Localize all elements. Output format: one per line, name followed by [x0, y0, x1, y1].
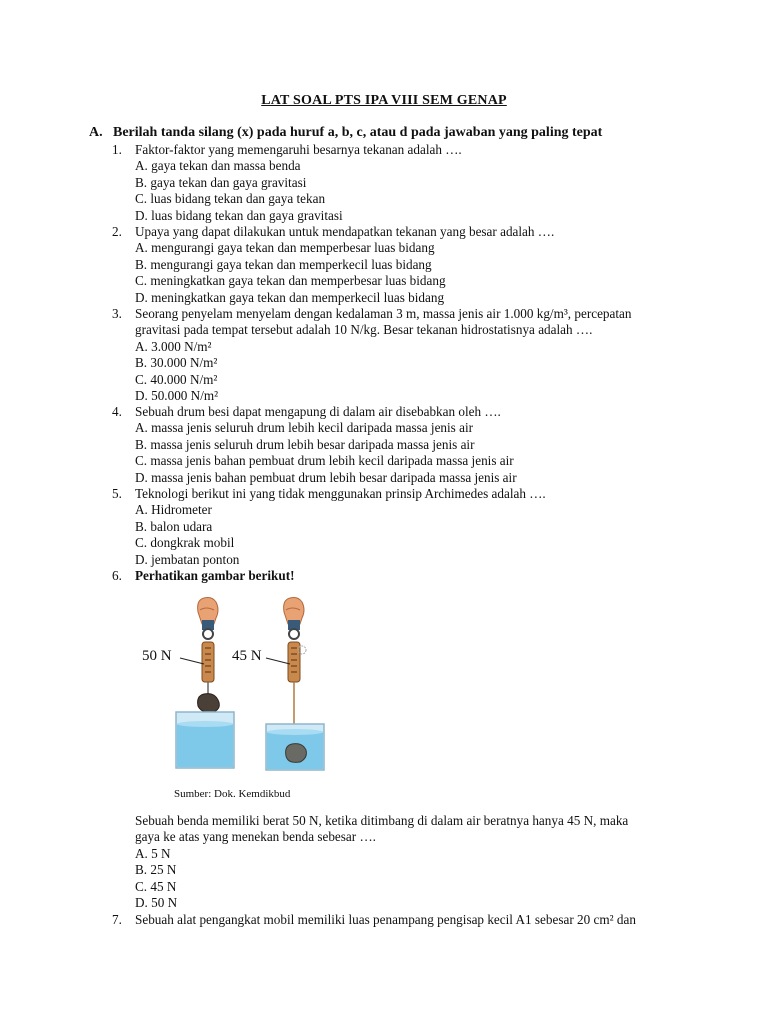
- option-d: D. 50 N: [135, 895, 178, 911]
- question-text: Teknologi berikut ini yang tidak menggunakan prinsip Archimedes adalah ….: [135, 486, 546, 501]
- option-b: B. 25 N: [135, 862, 177, 878]
- question-text: Perhatikan gambar berikut!: [135, 568, 295, 583]
- question-4: [112, 404, 712, 486]
- option-c: C. 45 N: [135, 878, 177, 894]
- hand-icon-left: [198, 598, 218, 631]
- question-number: 2.: [112, 224, 122, 239]
- question-5: [112, 486, 712, 568]
- option-b: B. mengurangi gaya tekan dan memperkecil luas bidang: [135, 256, 432, 272]
- question-text: Sebuah drum besi dapat mengapung di dalam air disebabkan oleh ….: [135, 404, 501, 419]
- question-6: [112, 568, 712, 584]
- question-number: 3.: [112, 306, 122, 321]
- question-2: [112, 224, 712, 306]
- weight-label-in-water: 45 N: [232, 648, 262, 664]
- question-1: [112, 142, 712, 224]
- options-list: [135, 846, 712, 912]
- question-3: [112, 306, 712, 404]
- options-list: [135, 420, 712, 486]
- option-b: B. balon udara: [135, 518, 213, 534]
- option-a: A. Hidrometer: [135, 502, 212, 518]
- option-d: D. jembatan ponton: [135, 551, 240, 567]
- question-number: 5.: [112, 486, 122, 501]
- question-6-body: [112, 813, 712, 911]
- section-instruction: Berilah tanda silang (x) pada huruf a, b, c, atau d pada jawaban yang paling tepat: [113, 125, 603, 140]
- option-c: C. massa jenis bahan pembuat drum lebih kecil daripada massa jenis air: [135, 453, 514, 469]
- question-number: 7.: [112, 912, 122, 927]
- question-text: Faktor-faktor yang memengaruhi besarnya tekanan adalah ….: [135, 142, 462, 157]
- option-d: D. massa jenis bahan pembuat drum lebih besar daripada massa jenis air: [135, 469, 517, 485]
- option-d: D. meningkatkan gaya tekan dan memperkecil luas bidang: [135, 289, 445, 305]
- beaker-right: [266, 724, 324, 770]
- section-letter: A.: [89, 125, 103, 140]
- question-text: Upaya yang dapat dilakukan untuk mendapatkan tekanan yang besar adalah ….: [135, 224, 555, 239]
- option-d: D. 50.000 N/m²: [135, 388, 219, 404]
- option-d: D. luas bidang tekan dan gaya gravitasi: [135, 207, 343, 223]
- option-c: C. 40.000 N/m²: [135, 371, 218, 387]
- spring-balance-figure: [136, 590, 336, 805]
- hand-icon-right: [284, 598, 304, 631]
- beaker-left: [176, 712, 234, 768]
- question-text: Sebuah alat pengangkat mobil memiliki luas penampang pengisap kecil A1 sebesar 20 cm² dan: [135, 912, 636, 927]
- options-list: [135, 502, 712, 568]
- question-7: [112, 912, 712, 928]
- option-a: A. gaya tekan dan massa benda: [135, 158, 301, 174]
- option-a: A. massa jenis seluruh drum lebih kecil daripada massa jenis air: [135, 420, 474, 436]
- option-c: C. meningkatkan gaya tekan dan memperbesar luas bidang: [135, 273, 446, 289]
- option-a: A. 3.000 N/m²: [135, 338, 212, 354]
- question-number: 4.: [112, 404, 122, 419]
- option-b: B. massa jenis seluruh drum lebih besar daripada massa jenis air: [135, 436, 475, 452]
- option-c: C. luas bidang tekan dan gaya tekan: [135, 191, 326, 207]
- option-b: B. gaya tekan dan gaya gravitasi: [135, 174, 307, 190]
- question-text-line-2: gravitasi pada tempat tersebut adalah 10 N/kg. Besar tekanan hidrostatisnya adalah ….: [135, 322, 593, 338]
- figure-source: Sumber: Dok. Kemdikbud: [174, 788, 291, 800]
- question-text-line-1: Seorang penyelam menyelam dengan kedalaman 3 m, massa jenis air 1.000 kg/m³, percepatan: [135, 306, 632, 321]
- options-list: [135, 158, 712, 224]
- document-title: LAT SOAL PTS IPA VIII SEM GENAP: [261, 93, 507, 108]
- weight-label-in-air: 50 N: [142, 648, 172, 664]
- section-heading: [89, 125, 602, 141]
- spring-balance-illustration: [136, 590, 336, 805]
- spring-balance-left: [202, 642, 214, 694]
- options-list: [135, 339, 712, 405]
- options-list: [135, 240, 712, 306]
- question-number: 6.: [112, 568, 122, 583]
- question-body-line-1: Sebuah benda memiliki berat 50 N, ketika ditimbang di dalam air beratnya hanya 45 N, maka: [135, 813, 629, 828]
- option-b: B. 30.000 N/m²: [135, 355, 218, 371]
- option-a: A. 5 N: [135, 845, 171, 861]
- option-c: C. dongkrak mobil: [135, 535, 235, 551]
- question-number: 1.: [112, 142, 122, 157]
- question-body-line-2: gaya ke atas yang menekan benda sebesar ….: [135, 829, 376, 845]
- option-a: A. mengurangi gaya tekan dan memperbesar luas bidang: [135, 240, 435, 256]
